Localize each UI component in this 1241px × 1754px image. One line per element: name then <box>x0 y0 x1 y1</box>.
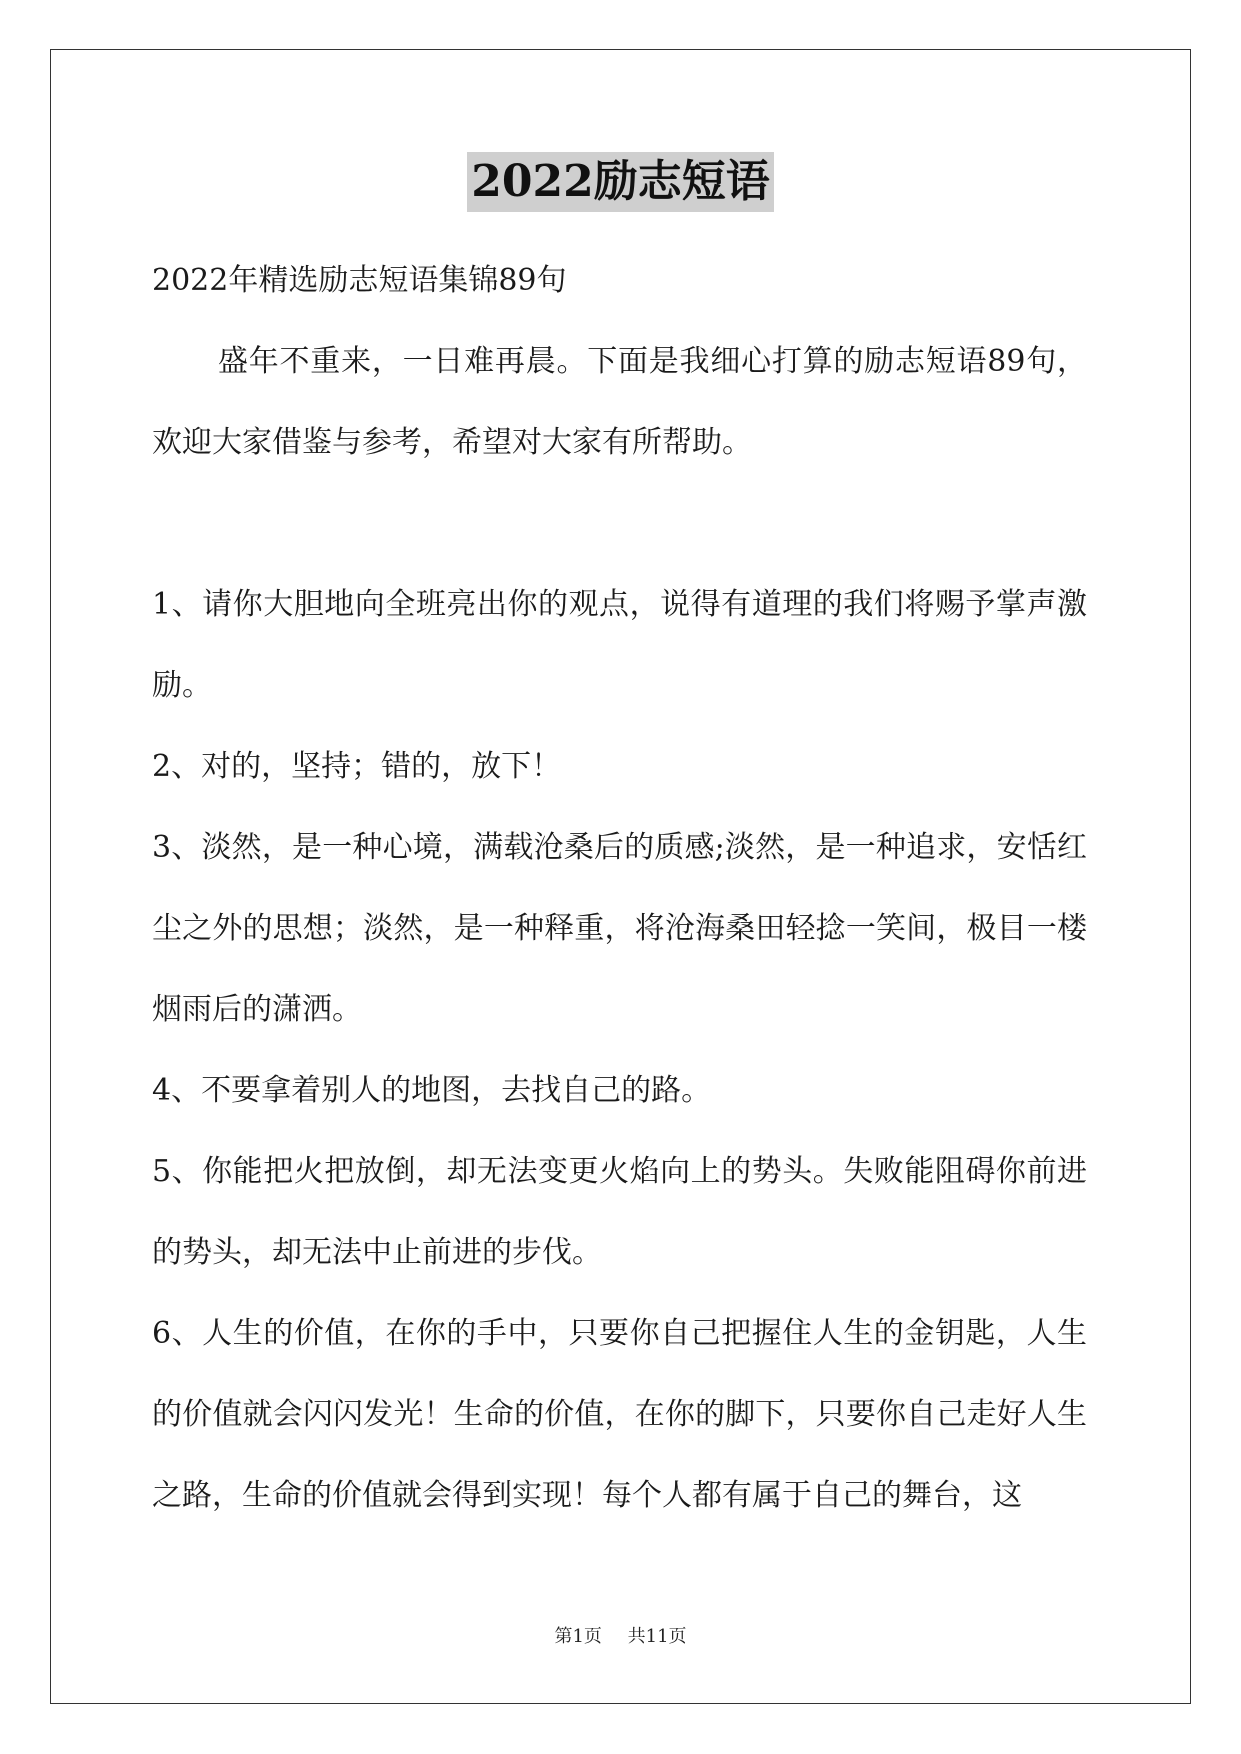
document-title: 2022励志短语 <box>467 152 773 212</box>
list-item: 6、人生的价值，在你的手中，只要你自己把握住人生的金钥匙，人生的价值就会闪闪发光！生命的价值，在你的脚下，只要你自己走好人生之路，生命的价值就会得到实现！每个人都有属于自己的舞台，这 <box>152 1316 1087 1513</box>
title-container <box>0 152 1241 212</box>
intro-paragraph: 盛年不重来，一日难再晨。下面是我细心打算的励志短语89句，欢迎大家借鉴与参考，希望对大家有所帮助。 <box>152 344 1087 460</box>
paragraph-spacer <box>152 483 1087 564</box>
document-body <box>152 240 1087 1536</box>
document-subtitle: 2022年精选励志短语集锦89句 <box>152 263 567 298</box>
list-item: 4、不要拿着别人的地图，去找自己的路。 <box>152 1073 712 1108</box>
list-item: 1、请你大胆地向全班亮出你的观点，说得有道理的我们将赐予掌声激励。 <box>152 587 1087 703</box>
page-footer <box>0 1622 1241 1648</box>
page-number: 第1页 <box>554 1626 602 1647</box>
list-item: 2、对的，坚持；错的，放下！ <box>152 749 562 784</box>
list-item: 3、淡然，是一种心境，满载沧桑后的质感;淡然，是一种追求，安恬红尘之外的思想；淡然，是一种释重，将沧海桑田轻捻一笑间，极目一楼烟雨后的潇洒。 <box>152 830 1087 1027</box>
page-total: 共11页 <box>627 1626 687 1647</box>
list-item: 5、你能把火把放倒，却无法变更火焰向上的势头。失败能阻碍你前进的势头，却无法中止前进的步伐。 <box>152 1154 1087 1270</box>
